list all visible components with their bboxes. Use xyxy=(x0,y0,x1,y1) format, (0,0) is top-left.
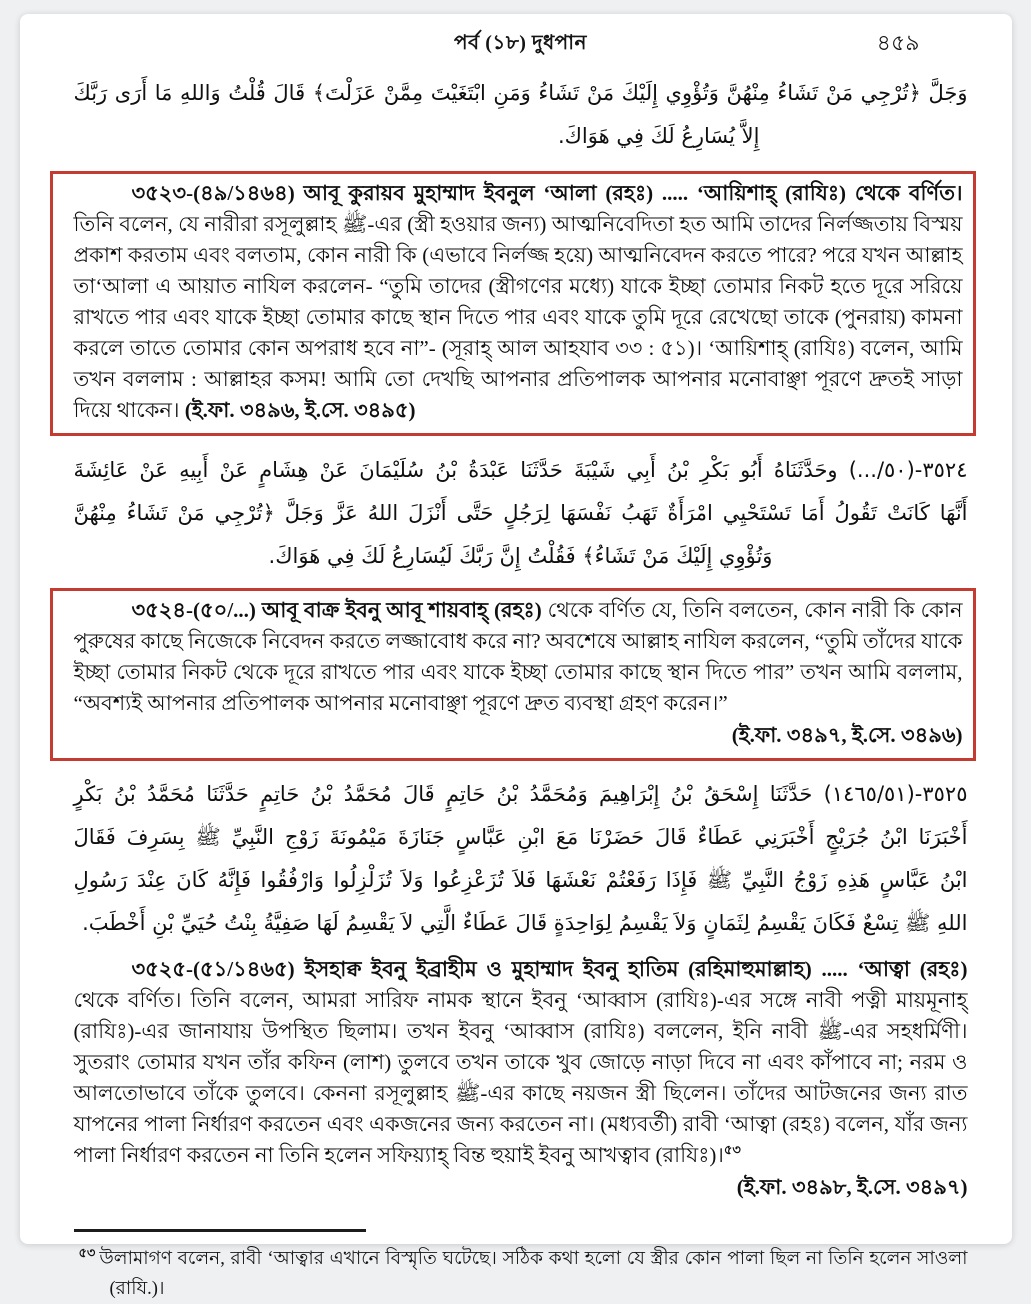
scanned-book-page xyxy=(20,14,1012,1299)
hadith-3525-opening: ৩৫২৫-(৫১/১৪৬৫) ইসহাক্ব ইবনু ইব্রাহীম ও মুহাম্মাদ ইবনু হাতিম (রহিমাহুমাল্লাহ) ..... ‘আত্বা (রহঃ) xyxy=(131,957,968,981)
arabic-line: اللهِ ﷺ تِسْعٌ فَكَانَ يَقْسِمُ لِثَمَانٍ وَلاَ يَقْسِمُ لِوَاحِدَةٍ قَالَ عَطَاءٌ الَّتِي لاَ يَقْسِمُ لَهَا صَفِيَّةُ بِنْتُ حُيَيِّ بْنِ أَخْطَبَ. xyxy=(82,911,968,935)
arabic-3524-block xyxy=(74,449,968,578)
arabic-line: وَجَلَّ ﴿تُرْجِي مَنْ تَشَاءُ مِنْهُنَّ وَتُؤْوِي إِلَيْكَ مَنْ تَشَاءُ وَمَنِ ابْتَغَيْتَ مِمَّنْ عَزَلْتَ﴾ قَالَ قُلْتُ وَاللهِ مَا أَرَى رَبَّكَ xyxy=(73,81,968,105)
arabic-line: إِلاَّ يُسَارِعُ لَكَ فِي هَوَاكَ. xyxy=(557,124,760,148)
chapter-title: পর্ব (১৮) দুধপান xyxy=(453,32,587,54)
arabic-line: أَنَّهَا كَانَتْ تَقُولُ أَمَا تَسْتَحْيِي امْرَأَةٌ تَهَبُ نَفْسَهَا لِرَجُلٍ حَتَّى أَنْزَلَ اللهُ عَزَّ وَجَلَّ ﴿تُرْجِي مَنْ تَشَاءُ مِنْهُنَّ xyxy=(73,501,968,525)
arabic-3525-block xyxy=(74,773,968,945)
hadith-3524-paragraph xyxy=(74,595,963,751)
page-number: ৪৫৯ xyxy=(876,30,920,55)
hadith-3524-citation: (ই.ফা. ৩৪৯৭, ই.সে. ৩৪৯৬) xyxy=(731,723,963,747)
hadith-3523-paragraph xyxy=(74,178,963,426)
hadith-3523-citation: (ই.ফা. ৩৪৯৬, ই.সে. ৩৪৯৫) xyxy=(184,398,416,422)
hadith-3523-opening: ৩৫২৩-(৪৯/১৪৬৪) আবূ কুরায়ব মুহাম্মাদ ইবনুল ‘আলা (রহঃ) ..... ‘আয়িশাহ্ (রাযিঃ) থেকে বর্ণিত। xyxy=(131,181,963,205)
arabic-line: ٣٥٢٤-(٥٠/...) وحَدَّثَنَاهُ أَبُو بَكْرِ بْنُ أَبِي شَيْبَةَ حَدَّثَنَا عَبْدَةُ بْنُ سُلَيْمَانَ عَنْ هِشَامٍ عَنْ أَبِيهِ عَنْ عَائِشَةَ xyxy=(73,458,968,482)
arabic-line: ابْنُ عَبَّاسٍ هَذِهِ زَوْجُ النَّبِيِّ ﷺ فَإِذَا رَفَعْتُمْ نَعْشَهَا فَلاَ تُزَعْزِعُوا وَلاَ تُزَلْزِلُوا وَارْفُقُوا فَإِنَّهُ كَانَ عِنْدَ رَسُولِ xyxy=(73,868,968,892)
arabic-intro-block xyxy=(74,72,968,158)
highlight-box-hadith-3524 xyxy=(50,588,976,761)
highlight-box-hadith-3523 xyxy=(50,171,976,436)
arabic-line: ٣٥٢٥-(١٤٦٥/٥١) حَدَّثَنَا إِسْحَقُ بْنُ إِبْرَاهِيمَ وَمُحَمَّدُ بْنُ حَاتِمٍ قَالَ مُحَمَّدُ بْنُ حَاتِمٍ حَدَّثَنَا مُحَمَّدُ بْنُ بَكْرٍ xyxy=(73,782,968,806)
footnote-reference: ৫৩ xyxy=(723,1142,741,1157)
hadith-3523-body: তিনি বলেন, যে নারীরা রসূলুল্লাহ ﷺ-এর (স্ত্রী হওয়ার জন্য) আত্মনিবেদিতা হত আমি তাদের নির্লজ্জতায় বিস্ময় প্রকাশ করতাম এবং বলতাম, কোন নারী কি (এভাবে নির্লজ্জ হয়ে) আত্মনিবেদন করতে পারে? পরে যখন আল্লাহ তা‘আলা এ আয়াত নাযিল করলেন- “তুমি তাদের (স্ত্রীগণের মধ্যে) যাকে ইচ্ছা তোমার নিকট হতে দূরে সরিয়ে রাখতে পার এবং যাকে ইচ্ছা তোমার কাছে স্থান দিতে পার এবং যাকে তুমি দূরে রেখেছো তাকে (পুনরায়) কামনা করলে তাতে তোমার কোন অপরাধ হবে না”- (সূরাহ্ আল আহযাব ৩৩ : ৫১)। ‘আয়িশাহ্ (রাযিঃ) বলেন, আমি তখন বললাম : আল্লাহর কসম! আমি তো দেখছি আপনার প্রতিপালক আপনার মনোবাঞ্ছা পূরণে দ্রুতই সাড়া দিয়ে থাকেন। xyxy=(73,212,963,422)
footnote-marker: ৫৩ xyxy=(78,1244,96,1260)
hadith-3525-body: থেকে বর্ণিত। তিনি বলেন, আমরা সারিফ নামক স্থানে ইবনু ‘আব্বাস (রাযিঃ)-এর সঙ্গে নাবী পত্নী মায়মূনাহ্ (রাযিঃ)-এর জানাযায় উপস্থিত ছিলাম। তখন ইবনু ‘আব্বাস (রাযিঃ) বললেন, ইনি নাবী ﷺ-এর সহধর্মিণী। সুতরাং তোমার যখন তাঁর কফিন (লাশ) তুলবে তখন তাকে খুব জোড়ে নাড়া দিবে না এবং কাঁপাবে না; নরম ও আলতোভাবে তাঁকে তুলবে। কেননা রসূলুল্লাহ ﷺ-এর কাছে নয়জন স্ত্রী ছিলেন। তাঁদের আটজনের জন্য রাত যাপনের পালা নির্ধারণ করতেন এবং একজনের জন্য করতেন না। (মধ্যবর্তী) রাবী ‘আত্বা (রহঃ) বলেন, যাঁর জন্য পালা নির্ধারণ করতেন না তিনি হলেন সফিয়্যাহ্ বিন্ত হুয়াই ইবনু আখত্বাব (রাযিঃ)। xyxy=(73,988,968,1167)
footnote xyxy=(74,1244,968,1304)
hadith-3525-paragraph xyxy=(74,954,968,1203)
footnote-text: উলামাগণ বলেন, রাবী ‘আত্বার এখানে বিস্মৃতি ঘটেছে। সঠিক কথা হলো যে স্ত্রীর কোন পালা ছিল না তিনি হলেন সাওলা (রাযি.)। xyxy=(99,1249,968,1299)
footnote-separator xyxy=(74,1229,366,1232)
hadith-3525-citation: (ই.ফা. ৩৪৯৮, ই.সে. ৩৪৯৭) xyxy=(736,1175,968,1199)
hadith-3524-opening: ৩৫২৪-(৫০/...) আবূ বাক্র ইবনু আবূ শায়বাহ্ (রহঃ) xyxy=(131,598,542,622)
hadith-3524-body: থেকে বর্ণিত যে, তিনি বলতেন, কোন নারী কি কোন পুরুষের কাছে নিজেকে নিবেদন করতে লজ্জাবোধ করে না? অবশেষে আল্লাহ নাযিল করলেন, “তুমি তাঁদের যাকে ইচ্ছা তোমার নিকট থেকে দূরে রাখতে পার এবং যাকে ইচ্ছা তোমার কাছে স্থান দিতে পার” তখন আমি বললাম, “অবশ্যই আপনার প্রতিপালক আপনার মনোবাঞ্ছা পূরণে দ্রুত ব্যবস্থা গ্রহণ করেন।” xyxy=(73,598,963,715)
arabic-line: وَتُؤْوِي إِلَيْكَ مَنْ تَشَاءُ﴾ فَقُلْتُ إِنَّ رَبَّكَ لَيُسَارِعُ لَكَ فِي هَوَاكَ. xyxy=(268,544,773,568)
page-header xyxy=(74,28,968,60)
arabic-line: أَخْبَرَنَا ابْنُ جُرَيْجٍ أَخْبَرَنِي عَطَاءٌ قَالَ حَضَرْنَا مَعَ ابْنِ عَبَّاسٍ جَنَازَةَ مَيْمُونَةَ زَوْجِ النَّبِيِّ ﷺ بِسَرِفَ فَقَالَ xyxy=(73,825,968,849)
